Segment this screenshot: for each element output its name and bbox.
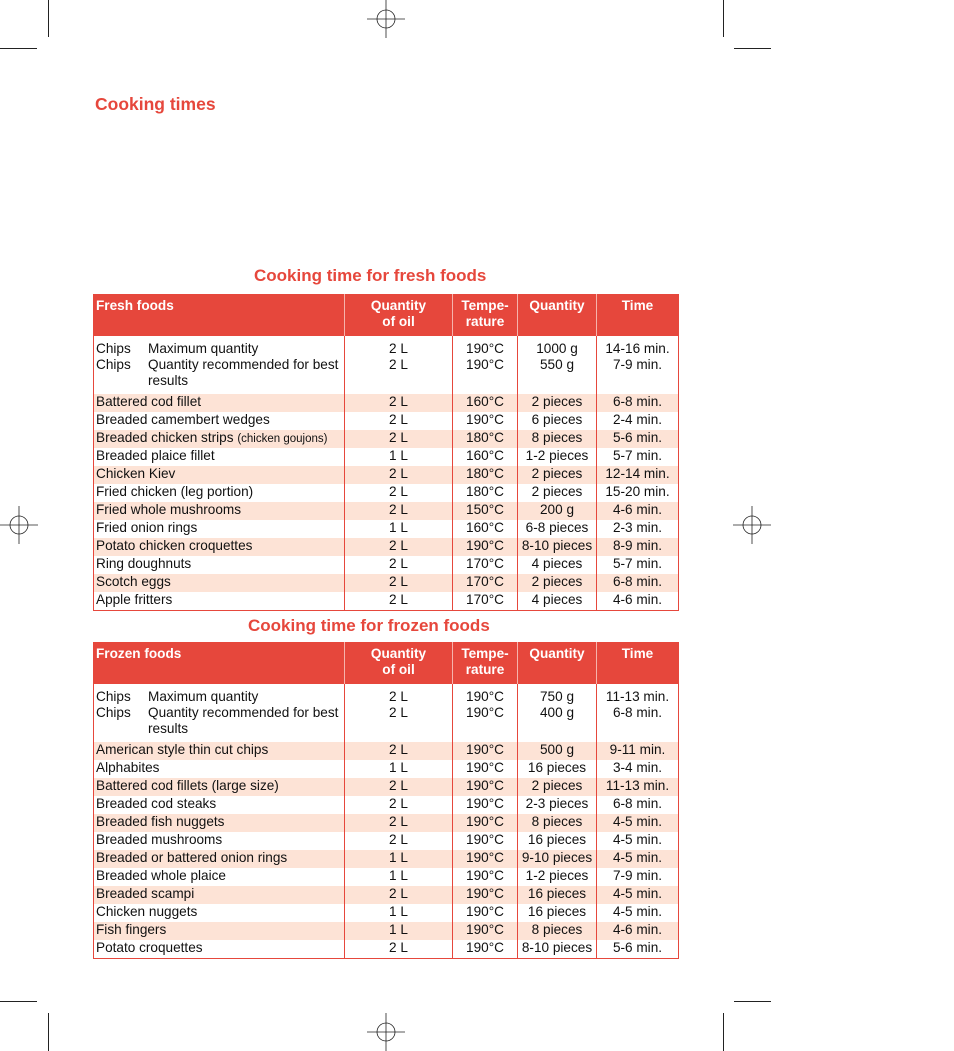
column-header-oil: Quantity of oil bbox=[345, 295, 453, 337]
cell-food bbox=[94, 448, 345, 466]
cell-qty: 4 pieces bbox=[518, 592, 597, 611]
food-name: Alphabites bbox=[96, 760, 160, 775]
cell-temp: 170°C bbox=[453, 574, 518, 592]
food-name: Breaded plaice fillet bbox=[96, 448, 215, 463]
cell-qty: 16 pieces bbox=[518, 832, 597, 850]
cell-time: 4-6 min. bbox=[597, 592, 679, 611]
food-name: Breaded chicken strips bbox=[96, 430, 234, 445]
table-row bbox=[94, 502, 679, 520]
cell-qty: 2 pieces bbox=[518, 394, 597, 412]
cell-temp: 190°C bbox=[453, 886, 518, 904]
cell-temp: 170°C bbox=[453, 556, 518, 574]
food-name: Battered cod fillets (large size) bbox=[96, 778, 279, 793]
cell-temp: 190°C bbox=[453, 850, 518, 868]
cell-food bbox=[94, 336, 345, 394]
cell-time: 6-8 min. bbox=[597, 394, 679, 412]
chips-description: Maximum quantity bbox=[148, 341, 259, 356]
chips-time: 7-9 min. bbox=[612, 357, 663, 372]
table-row bbox=[94, 412, 679, 430]
cell-qty: 6-8 pieces bbox=[518, 520, 597, 538]
cell-food bbox=[94, 940, 345, 959]
chips-entry bbox=[96, 357, 343, 389]
table-row bbox=[94, 484, 679, 502]
cell-food bbox=[94, 412, 345, 430]
column-header-quantity: Quantity bbox=[518, 295, 597, 337]
chips-label: Chips bbox=[96, 689, 131, 704]
cell-time: 4-5 min. bbox=[597, 850, 679, 868]
cell-oil: 2 L bbox=[345, 940, 453, 959]
column-header-food: Frozen foods bbox=[94, 643, 345, 685]
cell-oil: 1 L bbox=[345, 904, 453, 922]
cell-temp bbox=[453, 684, 518, 742]
cell-oil: 2 L bbox=[345, 466, 453, 484]
cell-food bbox=[94, 484, 345, 502]
chips-time: 11-13 min. bbox=[605, 689, 670, 704]
fresh-foods-table bbox=[93, 294, 679, 611]
cell-time: 5-6 min. bbox=[597, 940, 679, 959]
cell-temp: 180°C bbox=[453, 484, 518, 502]
food-name: Chicken Kiev bbox=[96, 466, 176, 481]
food-name: American style thin cut chips bbox=[96, 742, 269, 757]
cell-time bbox=[597, 684, 679, 742]
table-row bbox=[94, 466, 679, 484]
cell-oil: 2 L bbox=[345, 574, 453, 592]
food-name: Breaded or battered onion rings bbox=[96, 850, 288, 865]
frozen-foods-table bbox=[93, 642, 679, 959]
cell-temp: 180°C bbox=[453, 430, 518, 448]
cell-food bbox=[94, 684, 345, 742]
cell-temp: 190°C bbox=[453, 868, 518, 886]
table-row bbox=[94, 592, 679, 611]
table-row bbox=[94, 940, 679, 959]
table-row bbox=[94, 760, 679, 778]
cell-time: 3-4 min. bbox=[597, 760, 679, 778]
cell-qty: 8 pieces bbox=[518, 814, 597, 832]
cell-oil: 1 L bbox=[345, 868, 453, 886]
cell-temp: 190°C bbox=[453, 760, 518, 778]
table-row bbox=[94, 886, 679, 904]
table-header-row bbox=[94, 643, 679, 685]
cell-food bbox=[94, 574, 345, 592]
food-name: Breaded camembert wedges bbox=[96, 412, 270, 427]
cell-temp: 190°C bbox=[453, 940, 518, 959]
table-row bbox=[94, 832, 679, 850]
cell-food bbox=[94, 742, 345, 760]
cell-temp: 160°C bbox=[453, 520, 518, 538]
crop-mark bbox=[723, 1013, 724, 1051]
fresh-foods-body bbox=[94, 336, 679, 611]
cell-temp: 150°C bbox=[453, 502, 518, 520]
cell-qty: 6 pieces bbox=[518, 412, 597, 430]
registration-mark-icon bbox=[367, 1013, 405, 1051]
chips-entry bbox=[96, 705, 343, 737]
cell-temp: 190°C bbox=[453, 814, 518, 832]
fresh-foods-title: Cooking time for fresh foods bbox=[254, 266, 487, 285]
table-row bbox=[94, 814, 679, 832]
food-name: Battered cod fillet bbox=[96, 394, 202, 409]
cell-food bbox=[94, 430, 345, 448]
registration-mark-icon bbox=[733, 506, 771, 544]
chips-entry bbox=[96, 689, 343, 705]
table-row bbox=[94, 742, 679, 760]
cell-qty: 16 pieces bbox=[518, 904, 597, 922]
cell-oil: 2 L bbox=[345, 796, 453, 814]
table-header-row bbox=[94, 295, 679, 337]
cell-qty: 500 g bbox=[518, 742, 597, 760]
table-row bbox=[94, 336, 679, 394]
cell-qty: 2 pieces bbox=[518, 484, 597, 502]
cell-time: 5-7 min. bbox=[597, 556, 679, 574]
registration-mark-icon bbox=[0, 506, 38, 544]
food-name: Breaded fish nuggets bbox=[96, 814, 225, 829]
chips-time: 14-16 min. bbox=[605, 341, 670, 356]
table-row bbox=[94, 778, 679, 796]
cell-qty: 2 pieces bbox=[518, 778, 597, 796]
cell-time: 2-4 min. bbox=[597, 412, 679, 430]
cell-food bbox=[94, 592, 345, 611]
chips-label: Chips bbox=[96, 705, 131, 720]
cell-temp: 190°C bbox=[453, 742, 518, 760]
cell-temp: 190°C bbox=[453, 796, 518, 814]
food-name: Breaded whole plaice bbox=[96, 868, 226, 883]
cell-food bbox=[94, 778, 345, 796]
table-row bbox=[94, 904, 679, 922]
cell-time: 9-11 min. bbox=[597, 742, 679, 760]
cell-food bbox=[94, 868, 345, 886]
food-name: Breaded scampi bbox=[96, 886, 195, 901]
table-row bbox=[94, 574, 679, 592]
chips-temp: 190°C bbox=[466, 341, 504, 356]
food-name: Fish fingers bbox=[96, 922, 167, 937]
cell-time: 6-8 min. bbox=[597, 574, 679, 592]
food-name: Potato chicken croquettes bbox=[96, 538, 253, 553]
cell-oil: 2 L bbox=[345, 538, 453, 556]
cell-oil: 2 L bbox=[345, 412, 453, 430]
cell-temp: 170°C bbox=[453, 592, 518, 611]
food-name: Fried chicken (leg portion) bbox=[96, 484, 254, 499]
cell-time: 15-20 min. bbox=[597, 484, 679, 502]
table-row bbox=[94, 448, 679, 466]
cell-oil: 2 L bbox=[345, 742, 453, 760]
food-name: Apple fritters bbox=[96, 592, 173, 607]
cell-food bbox=[94, 904, 345, 922]
column-header-time: Time bbox=[597, 295, 679, 337]
page-title: Cooking times bbox=[95, 94, 216, 114]
food-name: Breaded mushrooms bbox=[96, 832, 223, 847]
cell-time: 4-5 min. bbox=[597, 904, 679, 922]
table-row bbox=[94, 394, 679, 412]
cell-food bbox=[94, 886, 345, 904]
cell-qty: 1-2 pieces bbox=[518, 448, 597, 466]
registration-mark-icon bbox=[367, 0, 405, 38]
cell-temp: 190°C bbox=[453, 832, 518, 850]
cell-oil bbox=[345, 684, 453, 742]
cell-temp: 160°C bbox=[453, 448, 518, 466]
cell-food bbox=[94, 850, 345, 868]
frozen-foods-body bbox=[94, 684, 679, 959]
cell-oil: 2 L bbox=[345, 832, 453, 850]
cell-food bbox=[94, 394, 345, 412]
cell-oil: 2 L bbox=[345, 502, 453, 520]
column-header-temperature: Tempe- rature bbox=[453, 643, 518, 685]
cell-qty bbox=[518, 336, 597, 394]
chips-qty: 750 g bbox=[539, 689, 575, 704]
cell-qty: 9-10 pieces bbox=[518, 850, 597, 868]
food-note: (chicken goujons) bbox=[237, 433, 328, 445]
food-name: Chicken nuggets bbox=[96, 904, 198, 919]
cell-qty: 2-3 pieces bbox=[518, 796, 597, 814]
cell-oil: 1 L bbox=[345, 922, 453, 940]
cell-qty: 4 pieces bbox=[518, 556, 597, 574]
food-name: Potato croquettes bbox=[96, 940, 203, 955]
chips-label: Chips bbox=[96, 357, 131, 372]
column-header-temperature: Tempe- rature bbox=[453, 295, 518, 337]
table-row bbox=[94, 430, 679, 448]
cell-oil: 2 L bbox=[345, 814, 453, 832]
cell-time: 8-9 min. bbox=[597, 538, 679, 556]
cell-food bbox=[94, 832, 345, 850]
food-name: Ring doughnuts bbox=[96, 556, 192, 571]
cell-time: 4-6 min. bbox=[597, 502, 679, 520]
cell-temp: 190°C bbox=[453, 538, 518, 556]
cell-oil: 2 L bbox=[345, 778, 453, 796]
cell-temp bbox=[453, 336, 518, 394]
cell-food bbox=[94, 556, 345, 574]
chips-qty: 550 g bbox=[539, 357, 575, 372]
table-row bbox=[94, 556, 679, 574]
table-row bbox=[94, 868, 679, 886]
cell-time: 12-14 min. bbox=[597, 466, 679, 484]
chips-oil: 2 L bbox=[389, 705, 408, 720]
cell-time: 7-9 min. bbox=[597, 868, 679, 886]
cell-qty: 8-10 pieces bbox=[518, 538, 597, 556]
cell-oil: 2 L bbox=[345, 394, 453, 412]
chips-oil: 2 L bbox=[389, 341, 408, 356]
table-row bbox=[94, 850, 679, 868]
cell-oil bbox=[345, 336, 453, 394]
cell-oil: 2 L bbox=[345, 430, 453, 448]
cell-oil: 1 L bbox=[345, 760, 453, 778]
cell-temp: 190°C bbox=[453, 922, 518, 940]
chips-entry bbox=[96, 341, 343, 357]
cell-time: 4-5 min. bbox=[597, 814, 679, 832]
food-name: Breaded cod steaks bbox=[96, 796, 217, 811]
cell-food bbox=[94, 922, 345, 940]
cell-food bbox=[94, 520, 345, 538]
crop-mark bbox=[48, 0, 49, 37]
crop-mark bbox=[0, 1001, 37, 1002]
cell-oil: 2 L bbox=[345, 886, 453, 904]
cell-time: 4-5 min. bbox=[597, 886, 679, 904]
cell-time: 6-8 min. bbox=[597, 796, 679, 814]
chips-description: Quantity recommended for best results bbox=[148, 357, 339, 388]
crop-mark bbox=[48, 1013, 49, 1051]
chips-oil: 2 L bbox=[389, 357, 408, 372]
cell-qty bbox=[518, 684, 597, 742]
cell-temp: 160°C bbox=[453, 394, 518, 412]
cell-temp: 180°C bbox=[453, 466, 518, 484]
cell-oil: 1 L bbox=[345, 520, 453, 538]
cell-oil: 2 L bbox=[345, 592, 453, 611]
cell-time: 5-7 min. bbox=[597, 448, 679, 466]
cell-food bbox=[94, 796, 345, 814]
cell-qty: 1-2 pieces bbox=[518, 868, 597, 886]
chips-temp: 190°C bbox=[466, 689, 504, 704]
cell-oil: 2 L bbox=[345, 556, 453, 574]
cell-time: 4-5 min. bbox=[597, 832, 679, 850]
cell-qty: 16 pieces bbox=[518, 760, 597, 778]
column-header-food: Fresh foods bbox=[94, 295, 345, 337]
food-name: Scotch eggs bbox=[96, 574, 171, 589]
cell-food bbox=[94, 466, 345, 484]
chips-qty: 1000 g bbox=[536, 341, 578, 356]
cell-time: 2-3 min. bbox=[597, 520, 679, 538]
chips-time: 6-8 min. bbox=[612, 705, 663, 720]
cell-oil: 1 L bbox=[345, 448, 453, 466]
cell-qty: 8 pieces bbox=[518, 430, 597, 448]
crop-mark bbox=[734, 48, 771, 49]
cell-food bbox=[94, 502, 345, 520]
table-row bbox=[94, 922, 679, 940]
cell-qty: 8-10 pieces bbox=[518, 940, 597, 959]
cell-temp: 190°C bbox=[453, 904, 518, 922]
table-row bbox=[94, 796, 679, 814]
cell-qty: 2 pieces bbox=[518, 574, 597, 592]
cell-oil: 2 L bbox=[345, 484, 453, 502]
chips-description: Quantity recommended for best results bbox=[148, 705, 339, 736]
cell-qty: 16 pieces bbox=[518, 886, 597, 904]
cell-food bbox=[94, 760, 345, 778]
frozen-foods-title: Cooking time for frozen foods bbox=[248, 616, 490, 635]
cell-time bbox=[597, 336, 679, 394]
food-name: Fried whole mushrooms bbox=[96, 502, 242, 517]
cell-time: 5-6 min. bbox=[597, 430, 679, 448]
cell-food bbox=[94, 538, 345, 556]
cell-food bbox=[94, 814, 345, 832]
crop-mark bbox=[734, 1001, 771, 1002]
cell-qty: 200 g bbox=[518, 502, 597, 520]
cell-qty: 2 pieces bbox=[518, 466, 597, 484]
cell-oil: 1 L bbox=[345, 850, 453, 868]
chips-qty: 400 g bbox=[539, 705, 575, 720]
cell-time: 4-6 min. bbox=[597, 922, 679, 940]
chips-label: Chips bbox=[96, 341, 131, 356]
cell-qty: 8 pieces bbox=[518, 922, 597, 940]
table-row bbox=[94, 520, 679, 538]
crop-mark bbox=[723, 0, 724, 37]
food-name: Fried onion rings bbox=[96, 520, 198, 535]
table-row bbox=[94, 538, 679, 556]
column-header-quantity: Quantity bbox=[518, 643, 597, 685]
cell-temp: 190°C bbox=[453, 778, 518, 796]
cell-temp: 190°C bbox=[453, 412, 518, 430]
column-header-time: Time bbox=[597, 643, 679, 685]
cell-time: 11-13 min. bbox=[597, 778, 679, 796]
chips-temp: 190°C bbox=[466, 357, 504, 372]
column-header-oil: Quantity of oil bbox=[345, 643, 453, 685]
chips-oil: 2 L bbox=[389, 689, 408, 704]
chips-description: Maximum quantity bbox=[148, 689, 259, 704]
table-row bbox=[94, 684, 679, 742]
chips-temp: 190°C bbox=[466, 705, 504, 720]
crop-mark bbox=[0, 48, 37, 49]
